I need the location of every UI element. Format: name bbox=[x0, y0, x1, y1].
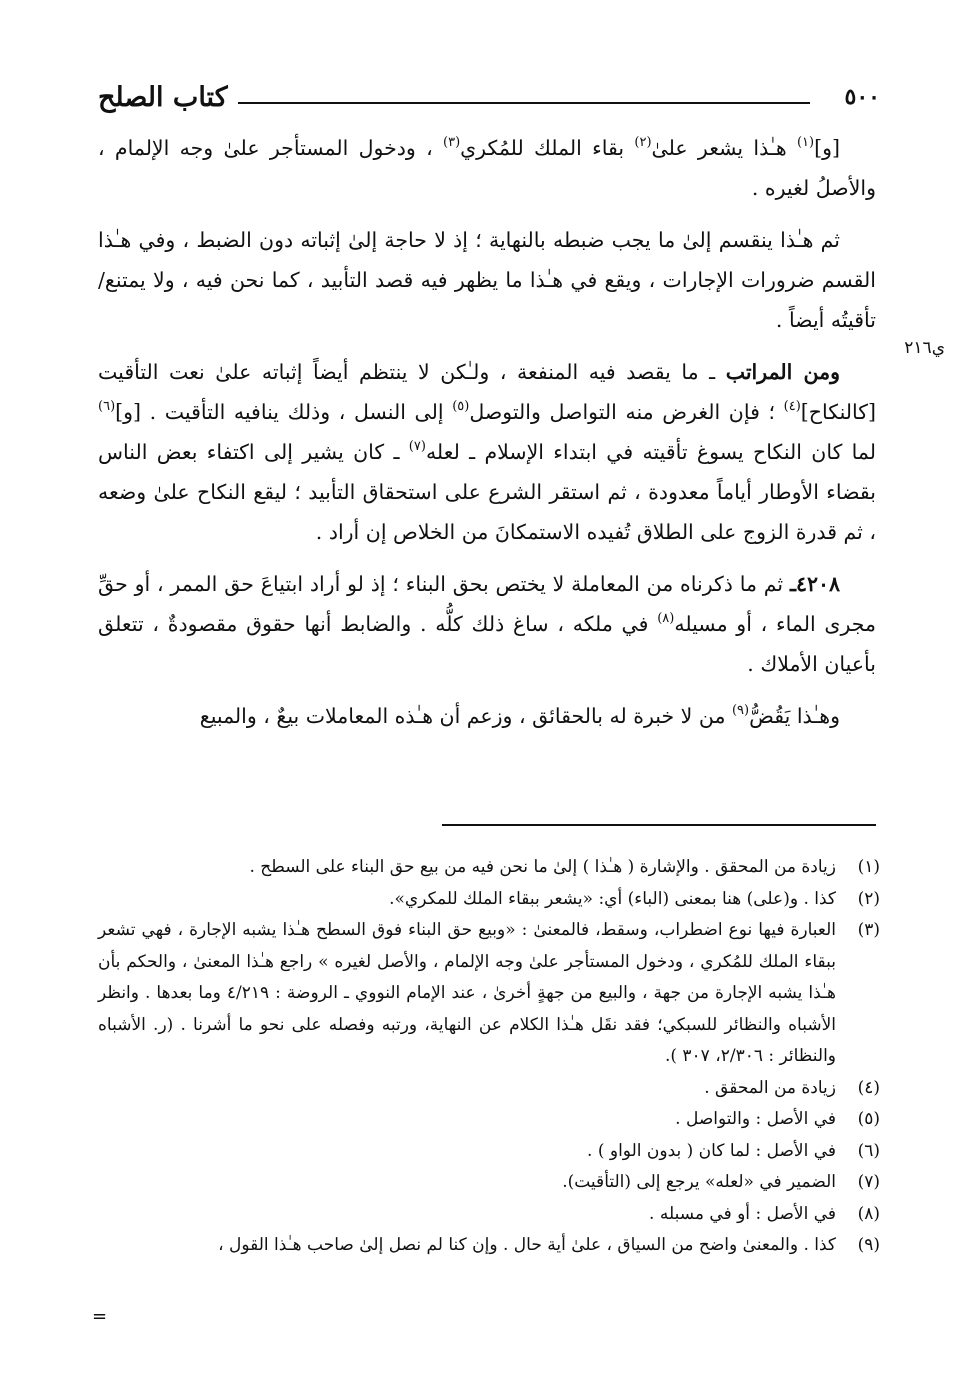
footnote-text: كذا . والمعنىٰ واضح من السياق ، علىٰ أية حال . وإن كنا لم نصل إلىٰ صاحب هـٰذا القول ، bbox=[218, 1235, 836, 1255]
main-text bbox=[98, 128, 876, 748]
page-number: ٥٠٠ bbox=[844, 84, 880, 110]
footnote-number: (٨) bbox=[857, 1203, 880, 1224]
footnote-number: (٧) bbox=[857, 1172, 880, 1192]
text-run: لما كان النكاح يسوغ تأقيته في ابتداء الإسلام ـ لعله bbox=[425, 440, 876, 464]
text-run: من لا خبرة له بالحقائق ، وزعم أن هـٰذه المعاملات بيعٌ ، والمبيع bbox=[199, 704, 732, 728]
text-run: ، ودخول المستأجر علىٰ وجه الإلمام ، والأصلُ لغيره . bbox=[98, 136, 876, 200]
paragraph-lead: ومن المراتب bbox=[725, 360, 840, 384]
page-header bbox=[98, 78, 880, 118]
text-run: ـ ما يقصد فيه المنفعة ، ولـٰكن لا ينتظم أيضاً إثباته علىٰ نعت التأقيت [كالنكاح] bbox=[98, 360, 876, 424]
footnote-text: في الأصل : والتواصل . bbox=[675, 1109, 836, 1129]
footnote-text: الضمير في «لعله» يرجع إلى (التأقيت). bbox=[562, 1172, 836, 1192]
body-paragraph bbox=[98, 220, 876, 340]
footnote-number: (٢) bbox=[857, 888, 880, 909]
paragraph-lead: ٤٢٠٨ـ bbox=[789, 572, 840, 596]
footnote-text: في الأصل : لما كان ( بدون الواو ) . bbox=[587, 1140, 836, 1161]
footnote-number: (٤) bbox=[857, 1077, 880, 1098]
footnote-text: زيادة من المحقق . والإشارة ( هـٰذا ) إلىٰ ما نحن فيه من بيع حق البناء على السطح . bbox=[249, 857, 836, 877]
footnote-text: كذا . و(على) هنا بمعنى (الباء) أي: «يشعر ببقاء الملك للمكري». bbox=[389, 888, 836, 909]
margin-page-reference: ي٢١٦ bbox=[904, 338, 945, 358]
footnote-item bbox=[98, 884, 880, 916]
book-title: كتاب الصلح bbox=[98, 82, 228, 113]
text-run: بقاء الملك للمُكري bbox=[460, 136, 635, 160]
footnote-ref: (٨) bbox=[657, 611, 675, 626]
text-run: [و] bbox=[814, 136, 840, 160]
footnote-item bbox=[98, 915, 880, 1073]
footnote-text: في الأصل : أو في مسبله . bbox=[649, 1203, 836, 1224]
footnotes bbox=[98, 852, 880, 1262]
body-paragraph bbox=[98, 564, 876, 684]
text-run: ثم هـٰذا ينقسم إلىٰ ما يجب ضبطه بالنهاية ؛ إذ لا حاجة إلىٰ إثباته دون الضبط ، وفي هـٰذا القسم ضرورات الإجارات ، ويقع في هـٰذا ما يظهر فيه قصد التأبيد ، كما نحن فيه ، ولا يمتنع/ تأقيتُه أيضاً . bbox=[98, 228, 876, 332]
footnote-number: (٦) bbox=[857, 1140, 880, 1161]
footnote-separator bbox=[442, 824, 876, 826]
footnote-item bbox=[98, 1199, 880, 1231]
footnote-text: زيادة من المحقق . bbox=[704, 1077, 836, 1098]
footnote-item bbox=[98, 1230, 880, 1262]
body-paragraph bbox=[98, 128, 876, 208]
footnote-text: العبارة فيها نوع اضطراب، وسقط، فالمعنىٰ : «وبيع حق البناء فوق السطح هـٰذا يشبه الإجارة ، فهي تشعر ببقاء الملك للمُكري ، ودخول المستأجر علىٰ وجه الإلمام ، والأصل لغيره » راجع هـٰذا المعنىٰ ، والحكم بأن هـٰذا يشبه الإجارة من جهة ، والبيع من جهةٍ أخرىٰ ، عند الإمام النووي ـ الروضة : ٤/٢١٩ وما بعدها . وانظر الأشباه والنظائر للسبكي؛ فقد نقَل هـٰذا الكلام عن النهاية، ورتبه وفصله على نحو ما أشرنا . (ر. الأشباه والنظائر : ٢/٣٠٦، ٣٠٧ ). bbox=[98, 920, 836, 1066]
footnote-ref: (٢) bbox=[634, 135, 652, 150]
footnote-item bbox=[98, 1136, 880, 1168]
text-run: إلى النسل ، وذلك ينافيه التأقيت . [و] bbox=[115, 400, 453, 424]
footnote-ref: (٦) bbox=[98, 399, 116, 414]
footnote-number: (١) bbox=[857, 857, 880, 877]
footnote-number: (٩) bbox=[857, 1235, 880, 1255]
footnote-item bbox=[98, 852, 880, 884]
footnote-ref: (٩) bbox=[731, 703, 750, 718]
header-rule bbox=[238, 102, 810, 104]
text-run: في ملكه ، ساغ ذلك كلُّه . والضابط أنها حقوق مقصودةٌ ، تتعلق بأعيان الأملاك . bbox=[98, 612, 876, 676]
footnote-ref: (٥) bbox=[452, 399, 470, 414]
footnote-item bbox=[98, 1073, 880, 1105]
body-paragraph bbox=[98, 352, 876, 552]
text-run: ـ كان يشير إلى اكتفاء بعض الناس بقضاء الأوطار أياماً معدودة ، ثم استقر الشرع على استحقاق التأبيد ؛ ليقع النكاح علىٰ وضعه ، ثم قدرة الزوج على الطلاق تُفيده الاستمكانَ من الخلاص إن أراد . bbox=[98, 440, 876, 544]
footnote-item bbox=[98, 1104, 880, 1136]
footnote-item bbox=[98, 1167, 880, 1199]
footnote-number: (٣) bbox=[857, 920, 880, 940]
text-run: هـٰذا يشعر علىٰ bbox=[651, 136, 797, 160]
footnote-ref: (٧) bbox=[408, 439, 426, 454]
footnote-ref: (١) bbox=[796, 135, 815, 150]
footnote-ref: (٤) bbox=[783, 399, 801, 414]
footnote-ref: (٣) bbox=[443, 135, 461, 150]
footnote-number: (٥) bbox=[857, 1109, 880, 1129]
text-run: ؛ فإن الغرض منه التواصل والتوصل bbox=[469, 400, 784, 424]
continuation-mark: = bbox=[92, 1306, 108, 1327]
body-paragraph bbox=[98, 696, 876, 736]
text-run: ثم ما ذكرناه من المعاملة لا يختص بحق البناء ؛ إذ لو أراد ابتياعَ حق الممر ، أو حقِّ مجرى الماء ، أو مسيله bbox=[98, 572, 877, 636]
text-run: وهـٰذا يَقُضُّ bbox=[749, 704, 840, 728]
